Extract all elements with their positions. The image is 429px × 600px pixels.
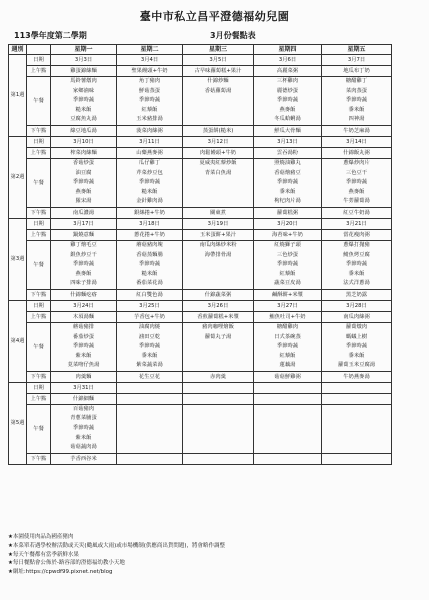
date-cell <box>322 382 392 393</box>
afternoon-snack-cell: 什錦蔬菜粥 <box>183 289 254 300</box>
week-1-date-row <box>9 55 392 66</box>
lunch-dish: 南瓜肉絲炒米粉 <box>199 241 237 248</box>
week-5-date-row <box>9 382 392 393</box>
morning-snack-cell: 香煎蘿蔔糕+米漿 <box>183 311 254 322</box>
row-label-am: 上午點 <box>27 229 51 240</box>
column-header-tuesday: 星期二 <box>117 45 183 55</box>
lunch-dish: 蔥爆炒肉片 <box>343 159 370 166</box>
lunch-dish: 季節時蔬 <box>276 97 299 104</box>
note-line: ★網址:https://cpwdf99.pixnet.net/blog <box>8 569 113 576</box>
lunch-dish <box>117 443 182 453</box>
row-label-pm: 下午點 <box>27 453 51 464</box>
column-header-week: 週別 <box>9 45 27 55</box>
lunch-dish: 金針雞肉湯 <box>136 198 163 205</box>
week-2-am-row <box>9 147 392 158</box>
lunch-dish: 糖醋雞肉 <box>276 323 299 330</box>
date-cell: 3月12日 <box>183 136 254 147</box>
lunch-dish <box>254 424 321 434</box>
row-label-am: 上午點 <box>27 66 51 77</box>
lunch-dish: 三杯雞肉 <box>276 78 299 84</box>
date-cell: 3月7日 <box>322 55 392 66</box>
lunch-cell <box>254 158 322 207</box>
lunch-dish <box>117 434 182 444</box>
lunch-dish: 季節時蔬 <box>72 97 95 104</box>
lunch-dish: 紅燒獅子頭 <box>274 241 301 248</box>
date-cell <box>117 382 183 393</box>
afternoon-snack-cell: 牛奶芝麻湯 <box>322 125 392 136</box>
lunch-dish: 燕麥飯 <box>75 188 92 195</box>
lunch-dish <box>254 434 321 444</box>
lunch-dish: 季節時蔬 <box>72 343 95 350</box>
morning-snack-cell: 肉鬆饅頭+牛奶 <box>183 147 254 158</box>
lunch-dish: 鯖魚烤豆腐 <box>343 251 370 258</box>
lunch-dish <box>322 434 391 444</box>
afternoon-snack-cell: 綠豆地瓜湯 <box>51 125 117 136</box>
morning-snack-cell <box>183 393 254 404</box>
lunch-cell <box>51 322 117 371</box>
row-label-date: 日期 <box>27 300 51 311</box>
lunch-dish: 蘿蔔玉米豆腐湯 <box>337 362 376 369</box>
morning-snack-cell: 木須湯麵 <box>51 311 117 322</box>
date-cell: 3月20日 <box>254 218 322 229</box>
date-cell <box>254 382 322 393</box>
afternoon-snack-cell <box>117 453 183 464</box>
lunch-dish: 螞蟻上樹 <box>345 333 368 340</box>
lunch-cell <box>183 77 254 126</box>
row-label-pm: 下午點 <box>27 125 51 136</box>
lunch-dish <box>183 279 253 289</box>
date-cell: 3月4日 <box>117 55 183 66</box>
table-header-row <box>9 45 392 55</box>
morning-snack-cell: 鮪魚吐司+牛奶 <box>254 311 322 322</box>
lunch-dish: 什錦炒麵 <box>207 78 229 84</box>
row-label-lunch: 午餐 <box>27 240 51 289</box>
lunch-dish <box>183 197 253 207</box>
afternoon-snack-cell: 肉羹麵 <box>51 371 117 382</box>
lunch-cell <box>51 77 117 126</box>
note-line: ★每天午餐都有當季新鮮水果 <box>8 551 79 558</box>
afternoon-snack-cell: 銀絲捲+牛奶 <box>117 207 183 218</box>
lunch-dish: 香菇炒蛋 <box>72 159 95 166</box>
lunch-dish: 銀魚炒豆干 <box>70 251 97 258</box>
lunch-dish: 瓜仔雞丁 <box>138 159 161 166</box>
lunch-dish: 番茄菜花湯 <box>136 280 163 287</box>
week-label: 第2週 <box>9 136 27 218</box>
lunch-dish: 燕麥飯 <box>279 106 296 113</box>
morning-snack-cell: 山藥燕麥粥 <box>117 147 183 158</box>
date-cell: 3月31日 <box>51 382 117 393</box>
afternoon-snack-cell: 芋香西谷米 <box>51 453 117 464</box>
morning-snack-cell: 玉米蛋餅+果汁 <box>183 229 254 240</box>
notes-section <box>8 533 398 577</box>
week-2-date-row <box>9 136 392 147</box>
lunch-cell <box>51 158 117 207</box>
lunch-cell <box>254 322 322 371</box>
afternoon-snack-cell: 關東煮 <box>183 207 254 218</box>
lunch-dish: 黍米飯 <box>348 270 365 277</box>
lunch-dish <box>183 342 253 352</box>
afternoon-snack-cell: 什錦麵疙瘩 <box>51 289 117 300</box>
morning-snack-cell: 古早味蘿蔔糕+果汁 <box>183 66 254 77</box>
row-label-lunch: 午餐 <box>27 77 51 126</box>
lunch-dish <box>183 414 253 424</box>
lunch-dish: 日式茶碗蒸 <box>274 333 301 340</box>
lunch-cell <box>322 240 392 289</box>
lunch-dish: 紫米飯 <box>75 352 92 359</box>
lunch-dish: 枸杞肉片湯 <box>274 198 301 205</box>
lunch-dish: 季節時蔬 <box>345 179 368 186</box>
week-5-pm-row <box>9 453 392 464</box>
lunch-dish: 季節時蔬 <box>276 343 299 350</box>
lunch-dish: 糙米飯 <box>75 106 92 113</box>
afternoon-snack-cell <box>254 453 322 464</box>
lunch-dish: 季節時蔬 <box>72 425 95 432</box>
lunch-dish: 季節時蔬 <box>276 261 299 268</box>
lunch-dish: 季節時蔬 <box>345 261 368 268</box>
lunch-dish <box>183 424 253 434</box>
lunch-dish: 四味子排湯 <box>70 280 97 287</box>
lunch-dish <box>183 188 253 198</box>
lunch-dish: 蘑菇豬肉塊 <box>136 241 163 248</box>
lunch-dish: 季節時蔬 <box>138 343 161 350</box>
row-label-date: 日期 <box>27 55 51 66</box>
row-label-am: 上午點 <box>27 311 51 322</box>
lunch-dish <box>183 434 253 444</box>
lunch-dish: 蔬菜豆皮湯 <box>274 280 301 287</box>
week-2-lunch-row <box>9 158 392 207</box>
row-label-date: 日期 <box>27 218 51 229</box>
lunch-dish: 季節時蔬 <box>138 261 161 268</box>
date-cell: 3月5日 <box>183 55 254 66</box>
lunch-dish: 菇菇蔬肉湯 <box>70 444 97 451</box>
row-label-am: 上午點 <box>27 147 51 158</box>
lunch-dish: 莧菜吻仔魚湯 <box>67 362 100 369</box>
week-2-pm-row <box>9 207 392 218</box>
note-line: ★本菜單若遇學校辦活動或天災(颱風或大雨)或市場機制(供應商出貨問題)，將會略作調整 <box>8 542 226 549</box>
lunch-dish: 照燒油雞丸 <box>274 159 301 166</box>
morning-snack-cell: 蔥花捲+牛奶 <box>117 229 183 240</box>
morning-snack-cell: 鍋燒意麵 <box>51 229 117 240</box>
lunch-dish: 夏威夷紅藜炒飯 <box>199 159 237 166</box>
week-1-pm-row <box>9 125 392 136</box>
lunch-cell <box>322 158 392 207</box>
lunch-dish: 牛蒡蘿蔔湯 <box>343 198 370 205</box>
week-3-lunch-row <box>9 240 392 289</box>
lunch-dish <box>183 443 253 453</box>
lunch-dish: 香菇燴豬豆 <box>274 169 301 176</box>
lunch-dish: 糙米飯 <box>141 270 158 277</box>
week-5-am-row <box>9 393 392 404</box>
date-cell: 3月26日 <box>183 300 254 311</box>
row-label-date: 日期 <box>27 382 51 393</box>
lunch-dish: 家鄉滷味 <box>72 87 95 94</box>
lunch-dish: 青蔥菜脯蛋 <box>70 415 97 422</box>
lunch-dish: 季節時蔬 <box>138 97 161 104</box>
lunch-dish <box>183 106 253 116</box>
date-cell: 3月10日 <box>51 136 117 147</box>
row-label-lunch: 午餐 <box>27 404 51 453</box>
afternoon-snack-cell: 蒸蛋餅(糙米) <box>183 125 254 136</box>
lunch-cell <box>254 77 322 126</box>
lunch-cell <box>322 77 392 126</box>
lunch-cell <box>117 240 183 289</box>
lunch-dish <box>322 424 391 434</box>
menu-table <box>8 44 392 465</box>
lunch-dish: 紫米飯 <box>75 434 92 441</box>
lunch-dish: 香菇蘿蔔湯 <box>204 87 232 94</box>
row-label-pm: 下午點 <box>27 371 51 382</box>
lunch-dish: 蓮藕湯 <box>279 362 296 369</box>
lunch-dish <box>183 361 253 371</box>
lunch-dish: 豆腐魚丸湯 <box>70 116 97 123</box>
note-line: ★本園使用肉品為國產豬肉 <box>8 534 74 540</box>
note-line: ★每日餐點會公佈於-路容部的澄德福幼教小天地 <box>8 560 125 567</box>
lunch-dish: 蘿蔔丸子湯 <box>204 333 232 340</box>
lunch-dish: 黍米飯 <box>279 188 296 195</box>
lunch-cell <box>117 77 183 126</box>
week-1-lunch-row <box>9 77 392 126</box>
lunch-dish: 季節時蔬 <box>276 179 299 186</box>
morning-snack-cell: 榨菜肉絲麵 <box>51 147 117 158</box>
row-label-pm: 下午點 <box>27 207 51 218</box>
lunch-dish: 三色豆干 <box>345 169 368 176</box>
lunch-cell <box>51 404 117 453</box>
lunch-dish <box>322 443 391 453</box>
lunch-cell <box>254 240 322 289</box>
date-cell: 3月11日 <box>117 136 183 147</box>
afternoon-snack-cell: 菇菇鮮雞粥 <box>254 371 322 382</box>
date-cell: 3月21日 <box>322 218 392 229</box>
morning-snack-cell: 南瓜肉絲粥 <box>322 311 392 322</box>
week-3-am-row <box>9 229 392 240</box>
lunch-dish: 糙米飯 <box>141 188 158 195</box>
morning-snack-cell: 聖果饅頭+牛奶 <box>117 66 183 77</box>
lunch-dish <box>117 414 182 424</box>
date-cell: 3月25日 <box>117 300 183 311</box>
column-header-monday: 星期一 <box>51 45 117 55</box>
lunch-dish <box>254 443 321 453</box>
morning-snack-cell <box>322 393 392 404</box>
week-4-lunch-row <box>9 322 392 371</box>
lunch-dish <box>183 96 253 106</box>
week-3-pm-row <box>9 289 392 300</box>
lunch-cell <box>183 240 254 289</box>
date-cell: 3月13日 <box>254 136 322 147</box>
week-3-date-row <box>9 218 392 229</box>
lunch-cell <box>117 404 183 453</box>
week-1-am-row <box>9 66 392 77</box>
afternoon-snack-cell: 鹹酥餅+米漿 <box>254 289 322 300</box>
lunch-dish: 雞丁燴毛豆 <box>70 241 97 248</box>
lunch-dish: 蔥爆打抛豬 <box>343 241 370 248</box>
afternoon-snack-cell: 南瓜濃湯 <box>51 207 117 218</box>
lunch-dish <box>322 414 391 424</box>
lunch-cell <box>322 322 392 371</box>
date-cell: 3月6日 <box>254 55 322 66</box>
lunch-dish: 滷田豆乾 <box>138 333 161 340</box>
date-cell: 3月3日 <box>51 55 117 66</box>
lunch-cell <box>117 158 183 207</box>
lunch-dish: 角丁豬肉 <box>138 78 161 84</box>
lunch-dish: 燕麥飯 <box>348 188 365 195</box>
lunch-dish: 三色炒蛋 <box>276 251 299 258</box>
lunch-dish <box>183 260 253 270</box>
lunch-dish: 紅藜飯 <box>279 270 296 277</box>
lunch-dish: 麗德炒蛋 <box>276 87 299 94</box>
lunch-cell <box>51 240 117 289</box>
lunch-dish: 油腐肉燒 <box>138 323 161 330</box>
morning-snack-cell: 雲吞湯粉 <box>254 147 322 158</box>
week-5-lunch-row <box>9 404 392 453</box>
column-header-wednesday: 星期三 <box>183 45 254 55</box>
lunch-cell <box>254 404 322 453</box>
lunch-dish: 玉米豬排湯 <box>136 116 163 123</box>
column-header-friday: 星期五 <box>322 45 392 55</box>
lunch-dish: 季節時蔬 <box>72 179 95 186</box>
afternoon-snack-cell: 牛奶燕麥湯 <box>322 371 392 382</box>
lunch-dish: 四神湯 <box>348 116 365 123</box>
row-label-lunch: 午餐 <box>27 158 51 207</box>
morning-snack-cell: 當花瘦肉粥 <box>322 229 392 240</box>
morning-snack-cell <box>117 393 183 404</box>
lunch-dish <box>117 405 182 415</box>
afternoon-snack-cell: 赤肉羹 <box>183 371 254 382</box>
lunch-dish <box>183 270 253 280</box>
lunch-cell <box>183 404 254 453</box>
lunch-dish <box>117 424 182 434</box>
lunch-dish <box>322 405 391 415</box>
lunch-cell <box>183 322 254 371</box>
lunch-dish <box>183 405 253 415</box>
afternoon-snack-cell: 鮮瓜大骨麵 <box>254 125 322 136</box>
lunch-dish: 芹菜炒豆包 <box>136 169 163 176</box>
lunch-dish: 海帶排骨湯 <box>204 251 232 258</box>
morning-snack-cell <box>254 393 322 404</box>
afternoon-snack-cell: 紅白雙色湯 <box>117 289 183 300</box>
morning-snack-cell: 海苔味+牛奶 <box>254 229 322 240</box>
lunch-dish <box>254 414 321 424</box>
lunch-dish: 青菜白魚湯 <box>204 169 232 176</box>
lunch-dish: 菜肉蒸蛋 <box>345 87 368 94</box>
date-cell: 3月28日 <box>322 300 392 311</box>
date-cell: 3月14日 <box>322 136 392 147</box>
lunch-dish: 豬肉咖哩燴飯 <box>202 323 234 330</box>
lunch-dish: 燕麥飯 <box>75 270 92 277</box>
lunch-dish: 百菇豬肉 <box>72 405 95 412</box>
morning-snack-cell: 什錦飯丸粥 <box>322 147 392 158</box>
morning-snack-cell: 高麗菜粥 <box>254 66 322 77</box>
afternoon-snack-cell: 菠菜肉絲粥 <box>117 125 183 136</box>
morning-snack-cell: 地瓜布丁奶 <box>322 66 392 77</box>
lunch-dish: 香菇蒸麵腸 <box>136 251 163 258</box>
lunch-dish: 馬鈴薯燉肉 <box>70 78 97 84</box>
lunch-dish: 黍米飯 <box>348 106 365 113</box>
column-header-blank <box>27 45 51 55</box>
week-4-am-row <box>9 311 392 322</box>
week-label: 第5週 <box>9 382 27 464</box>
lunch-dish <box>183 352 253 362</box>
lunch-dish: 紅藜飯 <box>279 352 296 359</box>
lunch-dish: 蘿蔔燉肉 <box>345 323 368 330</box>
row-label-am: 上午點 <box>27 393 51 404</box>
date-cell: 3月27日 <box>254 300 322 311</box>
term-label: 113學年度第二學期 <box>14 31 87 40</box>
lunch-cell <box>322 404 392 453</box>
lunch-dish: 番茄炒蛋 <box>72 333 95 340</box>
afternoon-snack-cell <box>183 453 254 464</box>
date-cell: 3月24日 <box>51 300 117 311</box>
lunch-dish: 黍米飯 <box>141 352 158 359</box>
lunch-dish: 冬瓜蛤蜊湯 <box>274 116 301 123</box>
afternoon-snack-cell: 紅豆牛奶湯 <box>322 207 392 218</box>
lunch-dish: 紫菜蔬菜湯 <box>136 362 163 369</box>
date-cell: 3月18日 <box>117 218 183 229</box>
lunch-dish <box>183 178 253 188</box>
lunch-cell <box>183 158 254 207</box>
lunch-dish <box>254 405 321 415</box>
lunch-dish: 紅藜飯 <box>141 106 158 113</box>
lunch-dish: 季節時蔬 <box>345 97 368 104</box>
lunch-cell <box>117 322 183 371</box>
lunch-dish: 季節時蔬 <box>138 179 161 186</box>
lunch-dish: 糖醋雞丁 <box>345 78 368 84</box>
morning-snack-cell: 什錦細麵 <box>51 393 117 404</box>
lunch-dish: 季節時蔬 <box>72 261 95 268</box>
lunch-dish: 油豆腐 <box>75 169 92 176</box>
afternoon-snack-cell: 黑芝奶露 <box>322 289 392 300</box>
week-4-pm-row <box>9 371 392 382</box>
row-label-date: 日期 <box>27 136 51 147</box>
school-title: 臺中市私立昌平澄德福幼兒園 <box>139 10 290 23</box>
lunch-dish: 羅宋湯 <box>75 198 92 205</box>
row-label-lunch: 午餐 <box>27 322 51 371</box>
date-cell: 3月17日 <box>51 218 117 229</box>
morning-snack-cell: 芋香包+牛奶 <box>117 311 183 322</box>
afternoon-snack-cell: 蘿蔔糕粥 <box>254 207 322 218</box>
lunch-dish: 蘑菇豬排 <box>72 323 95 330</box>
column-header-thursday: 星期四 <box>254 45 322 55</box>
date-cell: 3月19日 <box>183 218 254 229</box>
lunch-dish: 季節時蔬 <box>345 343 368 350</box>
date-cell <box>183 382 254 393</box>
menu-title: 3月份餐點表 <box>210 31 256 40</box>
afternoon-snack-cell: 花生豆花 <box>117 371 183 382</box>
afternoon-snack-cell <box>322 453 392 464</box>
row-label-pm: 下午點 <box>27 289 51 300</box>
lunch-dish <box>183 115 253 125</box>
lunch-dish: 黍米飯 <box>348 352 365 359</box>
week-4-date-row <box>9 300 392 311</box>
week-label: 第4週 <box>9 300 27 382</box>
morning-snack-cell: 雞蛋錦絲麵 <box>51 66 117 77</box>
week-label: 第1週 <box>9 55 27 137</box>
week-label: 第3週 <box>9 218 27 300</box>
lunch-dish: 鮮菇蒸蛋 <box>138 87 161 94</box>
lunch-dish: 法式洋蔥湯 <box>343 280 370 287</box>
